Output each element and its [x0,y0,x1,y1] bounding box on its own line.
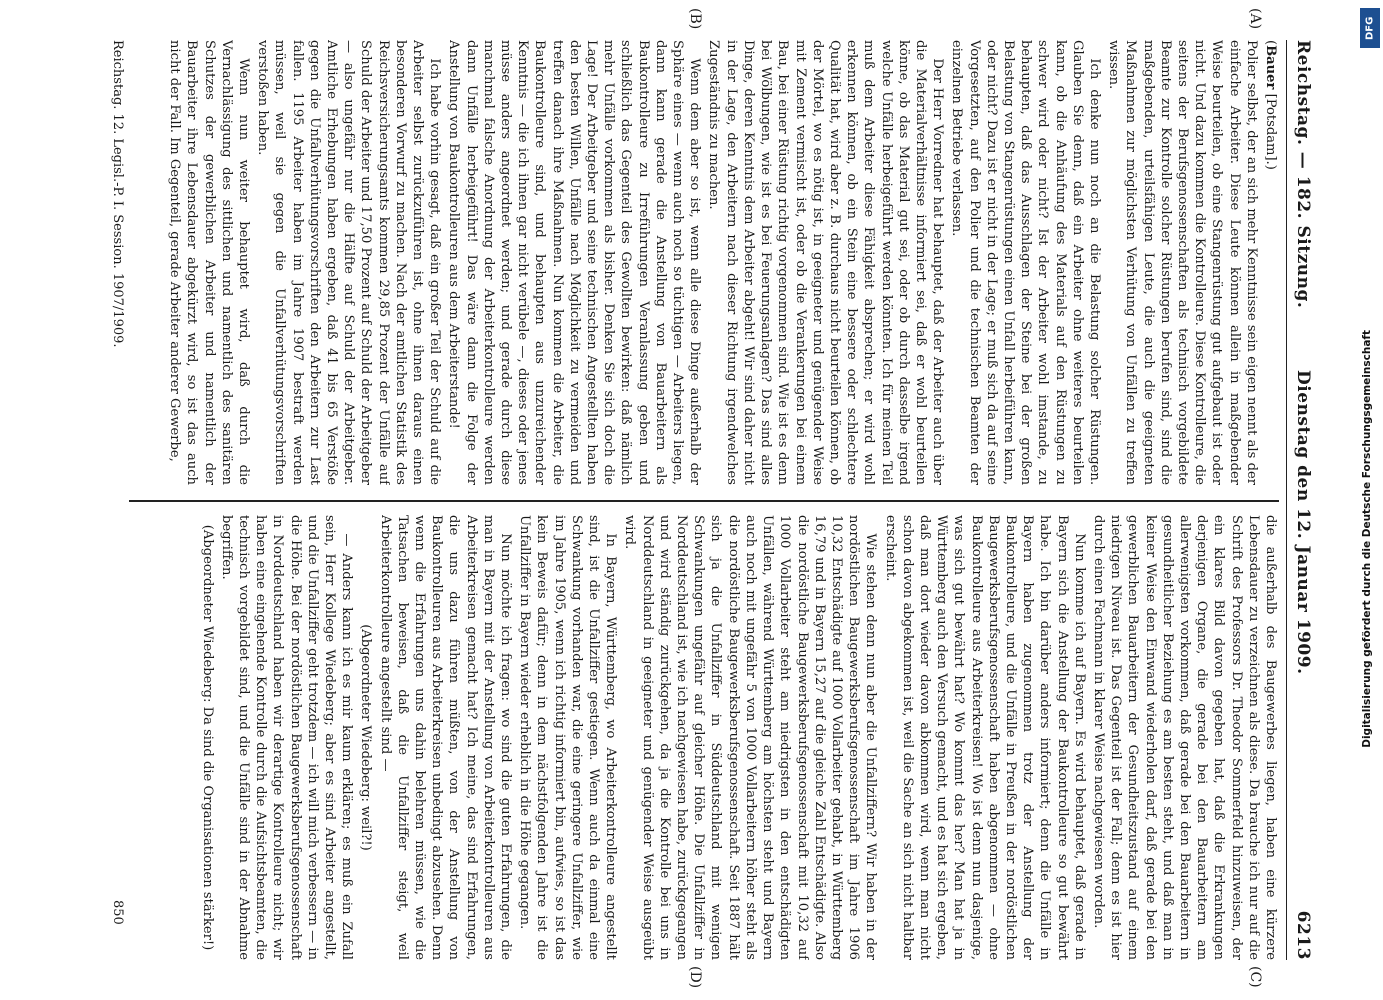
page-header [1286,40,1315,960]
speaker-line: (Bauer [Potsdam].) [1263,40,1278,170]
header-title: Reichstag. — 182. Sitzung. [1293,40,1313,309]
paragraph: In Bayern, Württemberg, wo Arbeiterkontrolleure angestellt sind, ist die Unfallziffer gestiegen. Wenn auch da einmal eine Schwankung vorhanden war, die eine geringere Unfallziffer, wie im Jahre 1905, wenn ich richtig informiert bin, aufwies, so ist das kein Beweis dafür; denn in dem nächstfolgenden Jahre ist die Unfallziffer in Bayern wieder erheblich in die Höhe gegangen. [517,515,619,960]
paragraph: Wenn nun weiter behauptet wird, daß durch die Vernachlässigung des sittlichen und namentlich des sanitären Schutzes der gewerblichen Arbeiter und namentlich der Bauarbeiter ihre Lebensdauer abgekürzt wird, so ist das auch nicht der Fall. Im Gegenteil, gerade Arbeiter anderer Gewerbe, [167,40,252,485]
page-number: 6213 [1293,910,1313,960]
left-column [129,40,1279,485]
interjection: (Abgeordneter Wiedeberg: weil?!) [358,624,374,851]
speaker-name: Bauer [1263,45,1278,90]
paragraph: Wie stehen denn nun aber die Unfallziffern? Wir haben in der nordöstlichen Baugewerksberufsgenossenschaft im Jahre 1906 10,32 Entschädigte auf 1000 Vollarbeiter gehabt, in Württemberg 16,79 und in Bayern 15,27 auf die gleiche Zahl Entschädigte. Also die nordöstliche Baugewerksberufsgenossenschaft mit 10,32 auf 1000 Vollarbeiter steht am niedrigsten in den entschädigten Unfällen, während Württemberg am höchsten steht und Bayern auch noch mit ungefähr 5 von 1000 Vollarbeitern höher steht als die nordöstliche Baugewerksberufsgenossenschaft. Seit 1887 hält sich ja die Unfallziffer in Süddeutschland mit wenigen Schwankungen ungefähr auf gleicher Höhe. Die Unfallziffer in Norddeutschland ist, wie ich nachgewiesen habe, zurückgegangen und wird ständig zurückgehen, da ja die Kontrolle bei uns in Norddeutschland in geeigneter und genügender Weise ausgeübt wird. [622,515,879,960]
footer-number: 850 [110,900,125,925]
paragraph: Ich habe vorhin gesagt, daß ein großer Teil der Schuld auf die Arbeiter selbst zurückzuführen ist, ohne ihnen daraus einen besonderen Vorwurf zu machen. Nach der amtlichen Statistik des Reichsversicherungsamts kommen 29,85 Prozent der Unfälle auf Schuld der Arbeiter und 17,50 Prozent auf Schuld der Arbeitgeber — also ungefähr nur die Hälfte auf Schuld der Arbeitgeber. Amtliche Erhebungen haben ergeben, daß 41 bis 65 Verstöße gegen die Unfallverhütungsvorschriften den Arbeitern zur Last fallen. 1195 Arbeiter haben im Jahre 1907 bestraft werden müssen, weil sie gegen die Unfallverhütungsvorschriften verstoßen haben. [255,40,443,485]
column-divider [129,500,1279,502]
document-page [58,0,1323,1000]
paragraph: die außerhalb des Baugewerbes liegen, haben eine kürzere Lebensdauer zu verzeichnen als diese. Da brauche ich nur auf die Schrift des Professors Dr. Theodor Sommerfeld hinzuweisen, der ein klares Bild davon gegeben hat, daß die Erkrankungen derjenigen Organe, die gerade bei den Bauarbeitern am allerwenigsten vorkommen, daß gerade bei den Bauarbeitern in gesundheitlicher Beziehung es am besten steht, und daß man in keiner Weise den Einwand wiederholen darf, daß gerade bei den gewerblichen Bauarbeitern der Gesundheitszustand auf einem niedrigen Niveau ist. Das Gegenteil ist der Fall; denn es ist hier durch einen Fachmann in klarer Weise nachgewiesen worden. [1090,515,1278,960]
speaker-location: [Potsdam]. [1263,93,1278,165]
paragraph: Wenn dem aber so ist, wenn alle diese Dinge außerhalb der Sphäre eines — wenn auch noch so tüchtigen — Arbeiters liegen, dann kann gerade die Anstellung von Bauarbeitern als Baukontrolleure zu Irreführungen Veranlassung geben und schließlich das Gegenteil des Gewollten bewirken: daß nämlich mehr Unfälle vorkommen als bisher. Denken Sie sich doch die Lage! Der Arbeitgeber und seine technischen Angestellten haben den besten Willen, Unfälle nach Möglichkeit zu vermeiden und treffen danach ihre Maßnahmen. Nun kommen die Arbeiter, die Baukontrolleure sind, und behaupten aus unzureichender Kenntnis — die ich ihnen gar nicht verübele —, dieses oder jenes müsse anders angeordnet werden; und gerade durch diese manchmal falsche Anordnung der Arbeiterkontrolleure werden dann Unfälle herbeigeführt! Das wäre dann die Folge der Anstellung von Baukontrolleuren aus dem Arbeiterstande! [446,40,703,485]
right-column [129,515,1279,960]
paragraph: Nun komme ich auf Bayern. Es wird behauptet, daß gerade in Bayern sich die Anstellung der Baukontrolleure so gut bewährt habe. Ich bin darüber anders informiert; denn die Unfälle in Bayern haben zugenommen trotz der Anstellung der Baukontrolleure, und die Unfälle in Preußen in der nordöstlichen Baugewerksberufsgenossenschaft haben abgenommen — ohne Baukontrolleure aus Arbeiterkreisen! Wo ist denn nun dasjenige, was sich gut bewährt hat? Wo kommt das her? Man hat ja in Württemberg auch den Versuch gemacht, und es hat sich ergeben, daß man dort wieder davon abkommen wird, wenn man nicht schon davon abgekommen ist, weil die Sache an sich nicht haltbar erscheint. [882,515,1087,960]
margin-letter-c: (C) [1247,966,1263,988]
paragraph: Polier selbst, der an sich mehr Kenntnisse sein eigen nennt als der einfache Arbeiter. Diese Leute können allein in maßgebender Weise beurteilen, ob eine Stangenrüstung gut aufgebaut ist oder nicht. Und dazu kommen die Kontrolleure. Diese Kontrolleure, die seitens der Berufsgenossenschaften als technisch vorgebildete Beamte zur Kontrolle solcher Rüstungen berufen sind, sind die maßgebenden, urteilsfähigen Leute, die auch die geeigneten Maßnahmen zur möglichsten Verhütung von Unfällen zu treffen wissen. [1106,40,1259,485]
paragraph: Nun möchte ich fragen: wo sind die guten Erfahrungen, die man in Bayern mit der Anstellung von Arbeiterkontrolleuren aus Arbeiterkreisen gemacht hat? Ich meine, das sind Erfahrungen, die uns dazu führen müßten, von der Anstellung von Baukontrolleuren aus Arbeiterkreisen unbedingt abzusehen. Denn wenn die Erfahrungen uns dahin belehren müssen, wie die Tatsachen beweisen, daß die Unfallziffer steigt, weil Arbeiterkontrolleure angestellt sind — [377,515,514,960]
interjection: (Abgeordneter Wiedeberg: Da sind die Organisationen stärker!) [199,524,215,951]
paragraph: Ich denke nun noch an die Belastung solcher Rüstungen. Glauben Sie denn, daß ein Arbeiter ohne weiteres beurteilen kann, ob die Anhäufung des Materials auf den Rüstungen zu schwer wird oder nicht? Ist der Arbeiter wohl imstande, zu behaupten, daß das Ausschlagen der Steine bei der großen Belastung von Stangenrüstungen einen Unfall herbeiführen kann, oder nicht? Dazu ist er nicht in der Lage; er muß sich da auf seine Vorgesetzten, auf den Polier und die technischen Beamten der einzelnen Betriebe verlassen. [949,40,1102,485]
digitization-sidebar [1357,0,1383,1000]
paragraph: — Anders kann ich es mir kaum erklären; es muß ein Zufall sein, Herr Kollege Wiedeberg; aber es sind Arbeiter angestellt, und die Unfallziffer geht trotzdem — ich will mich verbessern — in die Höhe. Bei der nordöstlichen Baugewerksberufsgenossenschaft in Norddeutschland haben wir derartige Kontrolleure nicht; wir haben eine eingehende Kontrolle durch die Aufsichtsbeamten, die technisch vorgebildet sind, und die Unfälle sind in der Abnahme begriffen. [218,515,355,960]
paragraph: Der Herr Vorredner hat behauptet, daß der Arbeiter auch über die Materialverhältnisse informiert sei, daß er wohl beurteilen könne, ob das Material gut sei, oder ob durch dasselbe irgend welche Unfälle herbeigeführt werden könnten. Ich für meinen Teil muß dem Arbeiter diese Fähigkeit absprechen; er wird wohl erkennen können, ob ein Stein eine bessere oder schlechtere Qualität hat, wird aber z. B. durchaus nicht beurteilen können, ob der Mörtel, wo es nötig ist, in geeigneter und genügender Weise mit Zement vermischt ist, oder ob die Verankerungen bei einem Bau, bei einer Rüstung richtig vorgenommen sind. Wie ist es denn bei Wölbungen, wie ist es bei Feuerungsanlagen? Das sind alles Dinge, deren Kenntnis dem Arbeiter abgeht! Wir sind daher nicht in der Lage, den Arbeitern nach dieser Richtung irgendwelches Zugeständnis zu machen. [706,40,946,485]
margin-letter-a: (A) [1247,8,1263,30]
footer-source: Reichstag. 12. Legisl.-P. I. Session. 1907/1909. [110,40,125,348]
funding-notice: Digitalisierung gefördert durch die Deutsche Forschungsgemeinschaft [1361,330,1373,748]
margin-letter-d: (D) [687,966,703,989]
dfg-logo[interactable]: DFG [1360,8,1380,48]
margin-letter-b: (B) [687,8,703,30]
header-date: Dienstag den 12. Januar 1909. [1293,370,1313,675]
